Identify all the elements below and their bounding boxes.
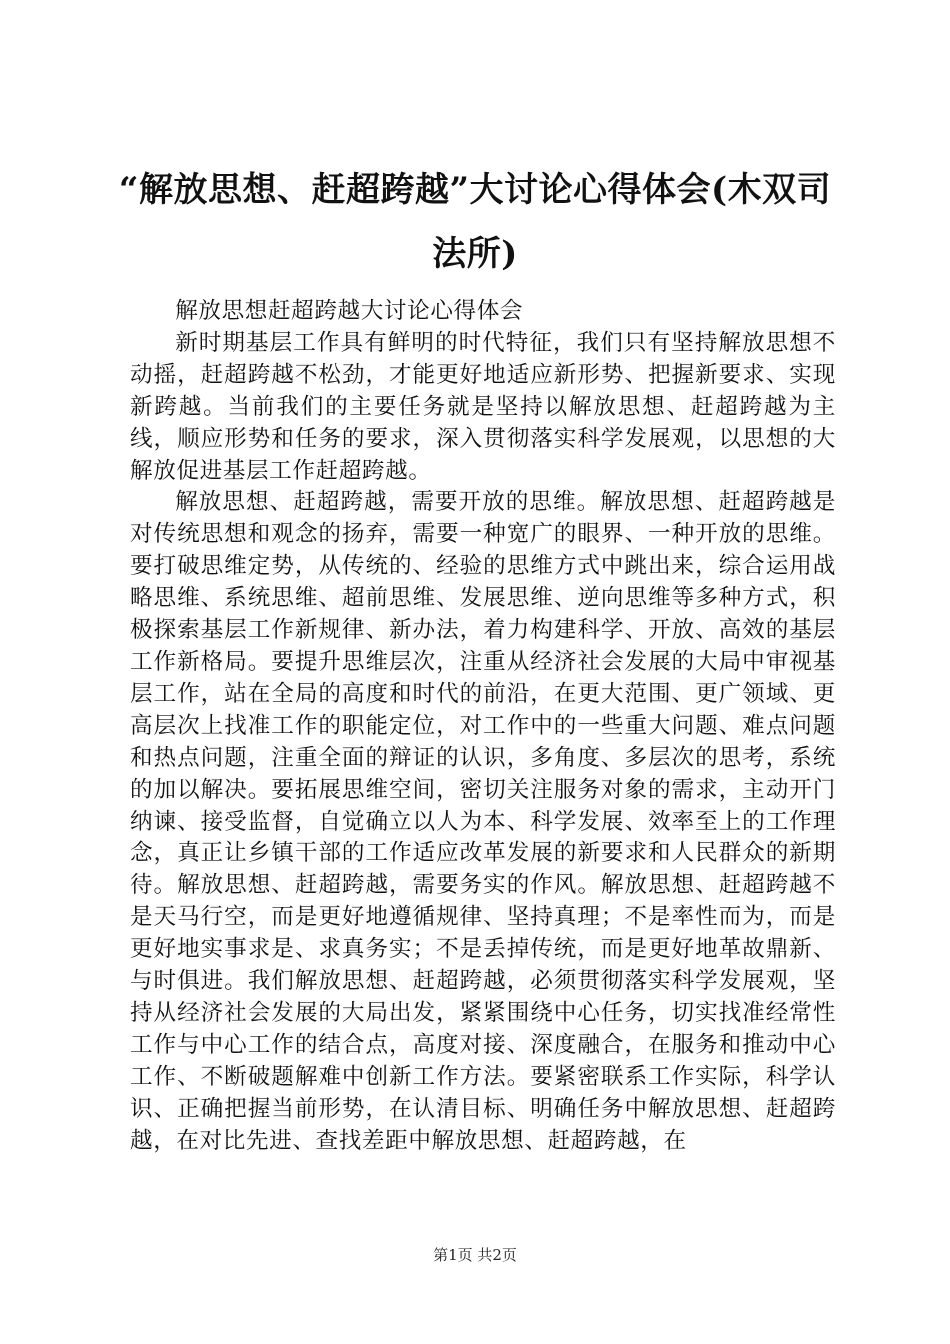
paragraph-2: 解放思想、赶超跨越，需要开放的思维。解放思想、赶超跨越是对传统思想和观念的扬弃，需要一种宽广的眼界、一种开放的思维。要打破思维定势，从传统的、经验的思维方式中跳出来，综合运用战略思维、系统思维、超前思维、发展思维、逆向思维等多种方式，积极探索基层工作新规律、新办法，着力构建科学、开放、高效的基层工作新格局。要提升思维层次，注重从经济社会发展的大局中审视基层工作，站在全局的高度和时代的前沿，在更大范围、更广领域、更高层次上找准工作的职能定位，对工作中的一些重大问题、难点问题和热点问题，注重全面的辩证的认识，多角度、多层次的思考，系统的加以解决。要拓展思维空间，密切关注服务对象的需求，主动开门纳谏、接受监督，自觉确立以人为本、科学发展、效率至上的工作理念，真正让乡镇干部的工作适应改革发展的新要求和人民群众的新期待。解放思想、赶超跨越，需要务实的作风。解放思想、赶超跨越不是天马行空，而是更好地遵循规律、坚持真理；不是率性而为，而是更好地实事求是、求真务实；不是丢掉传统，而是更好地革故鼎新、与时俱进。我们解放思想、赶超跨越，必须贯彻落实科学发展观，坚持从经济社会发展的大局出发，紧紧围绕中心任务，切实找准经常性工作与中心工作的结合点，高度对接、深度融合，在服务和推动中心工作、不断破题解难中创新工作方法。要紧密联系工作实际，科学认识、正确把握当前形势，在认清目标、明确任务中解放思想、赶超跨越，在对比先进、查找差距中解放思想、赶超跨越，在 xyxy=(130,489,836,1154)
document-title: “解放思想、赶超跨越”大讨论心得体会(木双司法所) xyxy=(118,170,832,274)
page-footer: 第1页 共2页 xyxy=(433,1246,517,1264)
document-body xyxy=(130,296,836,1157)
paragraph-1: 新时期基层工作具有鲜明的时代特征，我们只有坚持解放思想不动摇，赶超跨越不松劲，才能更好地适应新形势、把握新要求、实现新跨越。当前我们的主要任务就是坚持以解放思想、赶超跨越为主线，顺应形势和任务的要求，深入贯彻落实科学发展观，以思想的大解放促进基层工作赶超跨越。 xyxy=(130,329,836,484)
document-subtitle: 解放思想赶超跨越大讨论心得体会 xyxy=(175,298,524,324)
